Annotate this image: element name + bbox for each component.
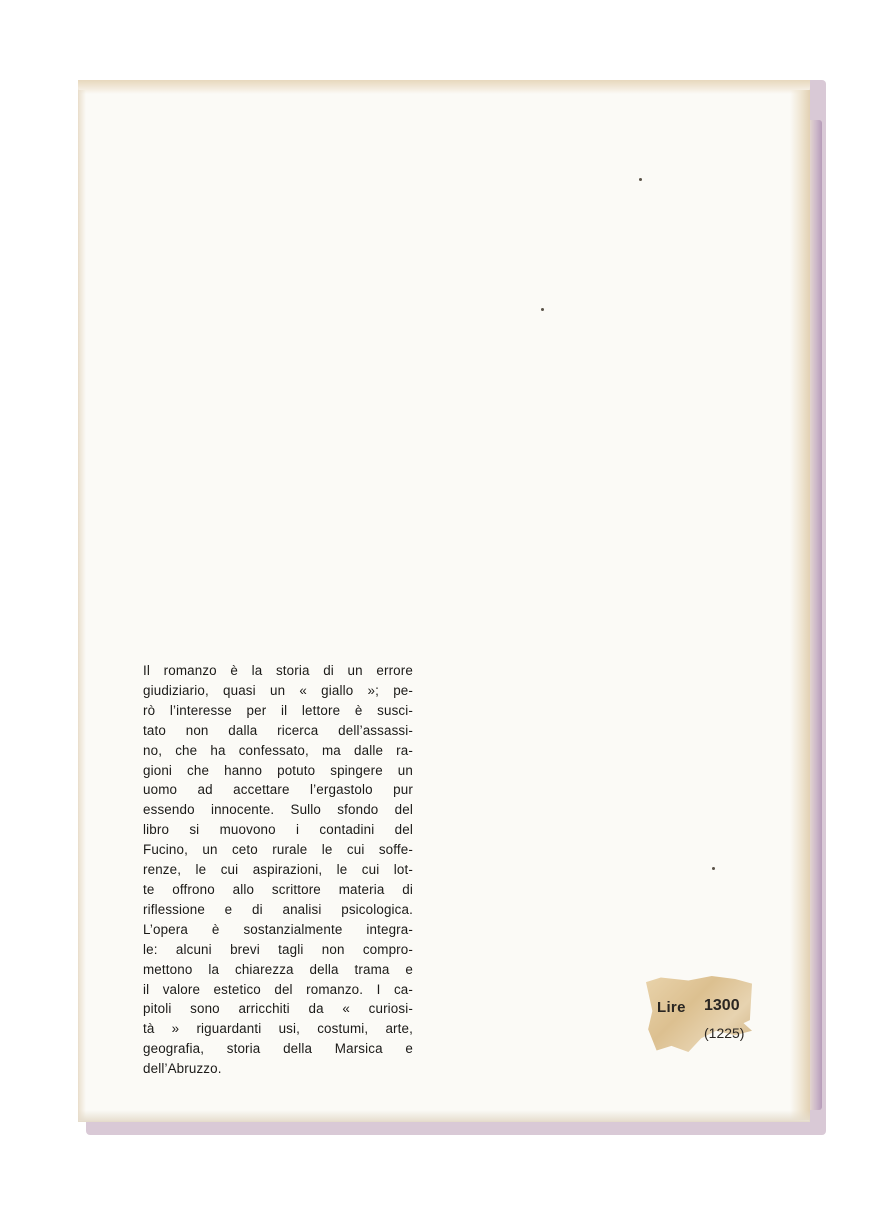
paper-speck — [541, 308, 544, 311]
worn-right-edge — [790, 90, 810, 1120]
blurb-line: giudiziario, quasi un « giallo »; pe- — [143, 682, 413, 698]
paper-speck — [639, 178, 642, 181]
blurb-line: pitoli sono arricchiti da « curiosi- — [143, 1001, 413, 1017]
blurb-line: libro si muovono i contadini del — [143, 822, 413, 838]
blurb-line: no, che ha confessato, ma dalle ra- — [143, 742, 413, 758]
blurb-line: te offrono allo scrittore materia di — [143, 881, 413, 897]
blurb-line: tato non dalla ricerca dell’assassi- — [143, 722, 413, 738]
paper-speck — [712, 867, 715, 870]
blurb-line: geografia, storia della Marsica e — [143, 1041, 413, 1057]
blurb-line: tà » riguardanti usi, costumi, arte, — [143, 1021, 413, 1037]
book-page-edge — [808, 120, 822, 1110]
worn-left-edge — [78, 90, 86, 1120]
blurb-line: Il romanzo è la storia di un errore — [143, 663, 413, 678]
blurb-line: uomo ad accettare l’ergastolo pur — [143, 782, 413, 798]
price-code: (1225) — [704, 1025, 745, 1041]
price-currency-label: Lire — [657, 999, 686, 1016]
blurb-line: le: alcuni brevi tagli non compro- — [143, 941, 413, 957]
blurb-line: riflessione e di analisi psicologica. — [143, 901, 413, 917]
worn-top-edge — [78, 80, 810, 94]
blurb-text — [143, 661, 413, 1079]
blurb-line: mettono la chiarezza della trama e — [143, 961, 413, 977]
price-value: 1300 — [704, 997, 740, 1014]
blurb-line: Fucino, un ceto rurale le cui soffe- — [143, 842, 413, 858]
blurb-line: L’opera è sostanzialmente integra- — [143, 921, 413, 937]
blurb-line: essendo innocente. Sullo sfondo del — [143, 802, 413, 818]
blurb-line: il valore estetico del romanzo. I ca- — [143, 981, 413, 997]
blurb-line: renze, le cui aspirazioni, le cui lot- — [143, 862, 413, 878]
blurb-line: gioni che hanno potuto spingere un — [143, 762, 413, 778]
blurb-line: dell’Abruzzo. — [143, 1061, 222, 1077]
blurb-line: rò l’interesse per il lettore è susci- — [143, 702, 413, 718]
worn-bottom-edge — [78, 1110, 810, 1122]
